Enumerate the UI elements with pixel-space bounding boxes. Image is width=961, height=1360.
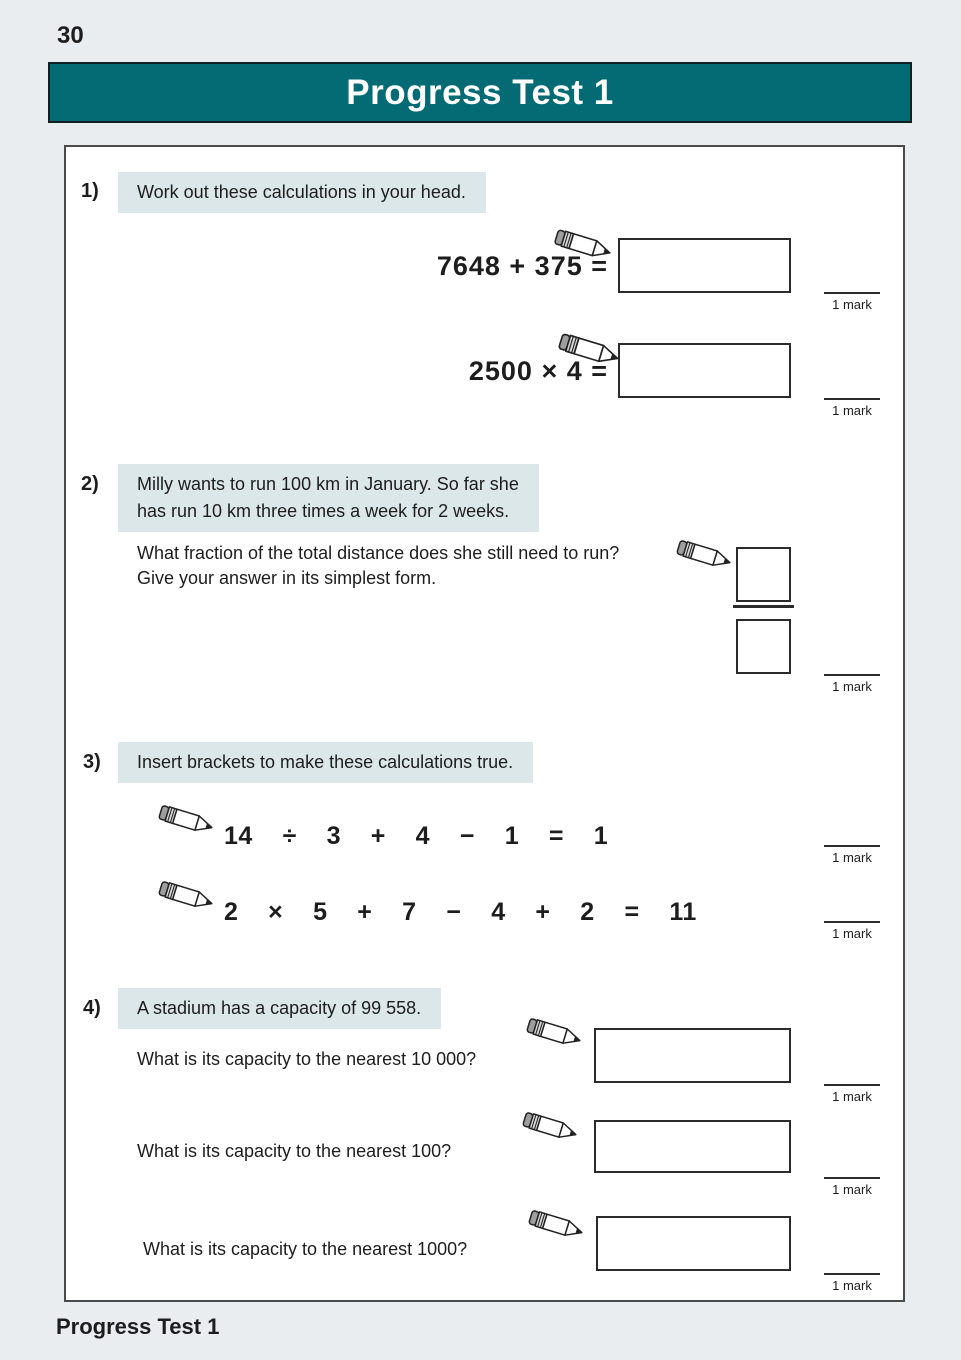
mark-line: [824, 845, 880, 847]
q1-expression-2: 2500 × 4 =: [468, 356, 608, 386]
mark-label: 1 mark: [832, 926, 872, 941]
q4-question-1: What is its capacity to the nearest 10 000?: [137, 1049, 477, 1069]
q2-prompt-line-1: Milly wants to run 100 km in January. So far she: [137, 474, 519, 494]
fraction-denominator-box[interactable]: [736, 619, 791, 674]
pencil-icon: [524, 1015, 586, 1051]
question-4-prompt: A stadium has a capacity of 99 558.: [118, 988, 441, 1029]
mark-slot: [824, 921, 880, 941]
mark-line: [824, 398, 880, 400]
pencil-icon: [156, 878, 218, 914]
answer-box-q1-2[interactable]: [618, 343, 791, 398]
mark-line: [824, 674, 880, 676]
question-1-number: 1): [81, 180, 99, 202]
answer-box-q4-2[interactable]: [594, 1120, 791, 1173]
q4-question-3: What is its capacity to the nearest 1000?: [143, 1239, 468, 1259]
mark-label: 1 mark: [832, 679, 872, 694]
q2-question-line-2: Give your answer in its simplest form.: [137, 568, 437, 588]
q2-question-line-1: What fraction of the total distance does she still need to run?: [137, 543, 620, 563]
mark-slot: [824, 1177, 880, 1197]
mark-label: 1 mark: [832, 1182, 872, 1197]
mark-label: 1 mark: [832, 1278, 872, 1293]
header-banner: [48, 62, 912, 123]
answer-box-q4-1[interactable]: [594, 1028, 791, 1083]
page-number: 30: [57, 22, 84, 49]
mark-line: [824, 1273, 880, 1275]
fraction-numerator-box[interactable]: [736, 547, 791, 602]
answer-box-q1-1[interactable]: [618, 238, 791, 293]
mark-line: [824, 1177, 880, 1179]
answer-box-q4-3[interactable]: [596, 1216, 791, 1271]
mark-slot: [824, 292, 880, 312]
question-1-prompt: Work out these calculations in your head.: [118, 172, 486, 213]
question-2-number: 2): [81, 473, 99, 495]
question-3-number: 3): [83, 751, 101, 773]
question-2-prompt: [118, 464, 539, 532]
mark-slot: [824, 398, 880, 418]
q4-question-2: What is its capacity to the nearest 100?: [137, 1141, 452, 1161]
mark-slot: [824, 674, 880, 694]
mark-slot: [824, 1084, 880, 1104]
q2-prompt-line-2: has run 10 km three times a week for 2 weeks.: [137, 501, 510, 521]
q1-expression-1: 7648 + 375 =: [436, 251, 608, 281]
question-4-number: 4): [83, 997, 101, 1019]
page-title: Progress Test 1: [346, 72, 614, 112]
mark-slot: [824, 1273, 880, 1293]
mark-label: 1 mark: [832, 1089, 872, 1104]
pencil-icon: [156, 802, 218, 838]
mark-label: 1 mark: [832, 403, 872, 418]
pencil-icon: [520, 1109, 582, 1145]
pencil-icon: [674, 537, 736, 573]
mark-line: [824, 921, 880, 923]
q3-equation-1[interactable]: 14 ÷ 3 + 4 − 1 = 1: [224, 822, 609, 850]
footer-title: Progress Test 1: [56, 1314, 220, 1339]
fraction-bar: [733, 605, 794, 608]
mark-slot: [824, 845, 880, 865]
question-3-prompt: Insert brackets to make these calculations true.: [118, 742, 533, 783]
mark-label: 1 mark: [832, 297, 872, 312]
mark-line: [824, 292, 880, 294]
q3-equation-2[interactable]: 2 × 5 + 7 − 4 + 2 = 11: [224, 898, 697, 926]
pencil-icon: [526, 1207, 588, 1243]
mark-line: [824, 1084, 880, 1086]
mark-label: 1 mark: [832, 850, 872, 865]
